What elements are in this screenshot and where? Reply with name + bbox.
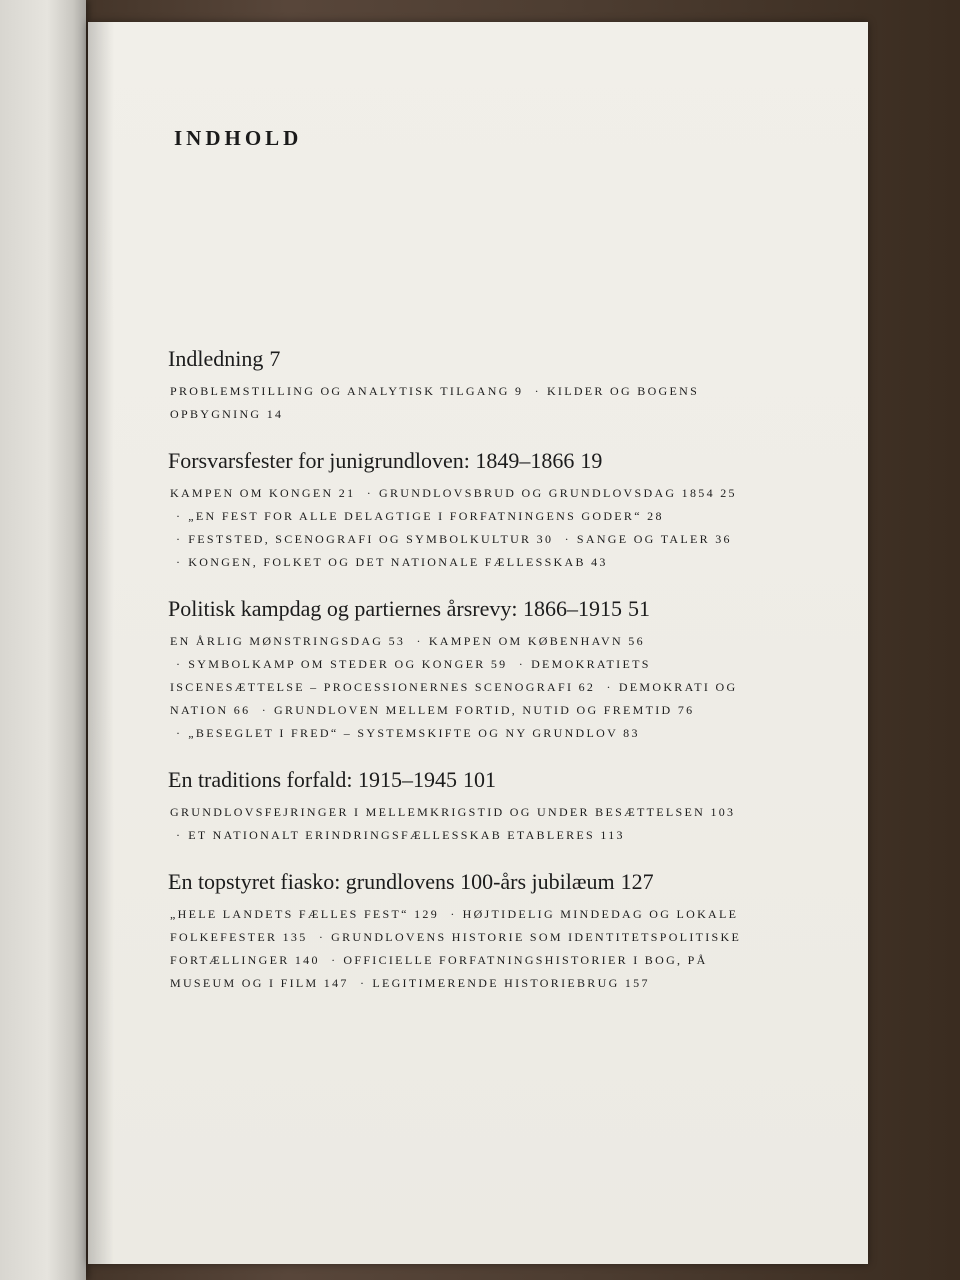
section-separator: · — [176, 828, 183, 842]
section-title: KAMPEN OM KONGEN — [170, 486, 334, 500]
section-page-number: 62 — [578, 680, 596, 694]
toc-entry — [168, 344, 748, 426]
section-page-number: 36 — [715, 532, 732, 546]
section-title: DEMOKRATI OG NATION — [170, 680, 738, 717]
section-separator: · — [416, 634, 423, 648]
section-item — [170, 634, 405, 648]
section-title: „EN FEST FOR ALLE DELAGTIGE I FORFATNINGENS GODER“ — [188, 509, 642, 523]
chapter-title: Indledning — [168, 346, 264, 371]
section-page-number: 14 — [266, 407, 284, 421]
section-page-number: 135 — [282, 930, 308, 944]
chapter-line — [168, 446, 748, 476]
section-separator: · — [176, 509, 183, 523]
section-title: SANGE OG TALER — [576, 532, 710, 546]
section-title: HØJTIDELIG MINDEDAG OG LOKALE FOLKEFESTER — [170, 907, 739, 944]
section-item — [577, 532, 732, 546]
section-item — [188, 726, 639, 740]
section-title: KONGEN, FOLKET OG DET NATIONALE FÆLLESSKAB — [188, 555, 586, 569]
section-separator: · — [366, 486, 373, 500]
chapter-title: Forsvarsfester for junigrundloven: 1849–1866 — [168, 448, 575, 473]
left-page-edge — [0, 0, 86, 1280]
section-item — [188, 657, 507, 671]
section-title: GRUNDLOVEN MELLEM FORTID, NUTID OG FREMTID — [274, 703, 673, 717]
chapter-page-number: 101 — [463, 767, 497, 792]
chapter-page-number: 127 — [620, 869, 654, 894]
section-item — [188, 509, 663, 523]
toc-entry — [168, 765, 748, 847]
section-separator: · — [518, 657, 526, 671]
chapter-line — [168, 765, 748, 795]
section-item — [372, 976, 649, 990]
section-separator: · — [331, 953, 338, 967]
section-separator: · — [360, 976, 367, 990]
section-page-number: 43 — [591, 555, 608, 569]
section-title: SYMBOLKAMP OM STEDER OG KONGER — [188, 657, 486, 671]
section-page-number: 113 — [600, 828, 625, 842]
chapter-line — [168, 867, 748, 897]
page-heading: INDHOLD — [174, 126, 303, 150]
section-title: EN ÅRLIG MØNSTRINGSDAG — [170, 634, 384, 648]
section-title: KILDER OG BOGENS OPBYGNING — [170, 384, 700, 421]
section-page-number: 157 — [624, 976, 650, 990]
section-separator: · — [176, 555, 183, 569]
section-separator: · — [176, 532, 183, 546]
section-page-number: 66 — [233, 703, 251, 717]
section-title: DEMOKRATIETS ISCENESÆTTELSE – PROCESSIONERNES SCENOGRAFI — [170, 657, 651, 694]
section-list — [168, 630, 748, 745]
section-item — [188, 828, 625, 842]
toc-entry — [168, 594, 748, 745]
chapter-page-number: 51 — [627, 596, 650, 621]
section-separator: · — [261, 703, 268, 717]
section-item — [429, 634, 645, 648]
chapter-page-number: 19 — [580, 448, 603, 473]
section-separator: · — [534, 384, 541, 398]
chapter-title: En traditions forfald: 1915–1945 — [168, 767, 458, 792]
chapter-title: Politisk kampdag og partiernes årsrevy: 1866–1915 — [168, 596, 622, 621]
section-separator: · — [564, 532, 571, 546]
section-page-number: 147 — [323, 976, 349, 990]
section-title: LEGITIMERENDE HISTORIEBRUG — [372, 976, 620, 990]
section-separator: · — [450, 907, 457, 921]
section-page-number: 140 — [294, 953, 320, 967]
toc-entry — [168, 446, 748, 574]
gutter-shadow — [88, 22, 114, 1264]
table-of-contents — [168, 344, 748, 1015]
section-page-number: 56 — [628, 634, 645, 648]
section-separator: · — [606, 680, 613, 694]
section-item — [170, 907, 439, 921]
section-page-number: 59 — [490, 657, 508, 671]
chapter-title: En topstyret fiasko: grundlovens 100-års jubilæum — [168, 869, 615, 894]
section-item — [188, 555, 607, 569]
section-title: OFFICIELLE FORFATNINGSHISTORIER I BOG, PÅ MUSEUM OG I FILM — [170, 953, 708, 990]
section-item — [170, 486, 355, 500]
section-item — [170, 805, 735, 819]
section-page-number: 53 — [388, 634, 406, 648]
section-page-number: 129 — [414, 907, 440, 921]
section-separator: · — [176, 657, 183, 671]
section-title: GRUNDLOVSFEJRINGER I MELLEMKRIGSTID OG UNDER BESÆTTELSEN — [170, 805, 706, 819]
section-title: ET NATIONALT ERINDRINGSFÆLLESSKAB ETABLERES — [188, 828, 596, 842]
section-page-number: 21 — [338, 486, 356, 500]
section-list — [168, 482, 748, 574]
section-item — [188, 532, 553, 546]
section-item — [379, 486, 737, 500]
section-title: GRUNDLOVENS HISTORIE SOM IDENTITETSPOLITISKE FORTÆLLINGER — [170, 930, 742, 967]
section-title: FESTSTED, SCENOGRAFI OG SYMBOLKULTUR — [188, 532, 532, 546]
section-page-number: 103 — [710, 805, 736, 819]
book-page — [88, 22, 868, 1264]
section-list — [168, 380, 748, 426]
section-separator: · — [176, 726, 183, 740]
chapter-line — [168, 344, 748, 374]
toc-entry — [168, 867, 748, 995]
chapter-page-number: 7 — [269, 346, 281, 371]
section-title: KAMPEN OM KØBENHAVN — [428, 634, 623, 648]
section-page-number: 9 — [515, 384, 524, 398]
section-title: „BESEGLET I FRED“ – SYSTEMSKIFTE OG NY GRUNDLOV — [188, 726, 618, 740]
section-separator: · — [318, 930, 326, 944]
section-title: „HELE LANDETS FÆLLES FEST“ — [170, 907, 409, 921]
section-page-number: 83 — [623, 726, 640, 740]
section-list — [168, 801, 748, 847]
section-page-number: 30 — [536, 532, 554, 546]
section-title: PROBLEMSTILLING OG ANALYTISK TILGANG — [170, 384, 510, 398]
section-page-number: 25 — [720, 486, 737, 500]
section-page-number: 76 — [677, 703, 695, 717]
section-page-number: 28 — [647, 509, 664, 523]
section-item — [274, 703, 694, 717]
section-list — [168, 903, 748, 995]
section-item — [170, 384, 523, 398]
chapter-line — [168, 594, 748, 624]
section-title: GRUNDLOVSBRUD OG GRUNDLOVSDAG 1854 — [379, 486, 715, 500]
